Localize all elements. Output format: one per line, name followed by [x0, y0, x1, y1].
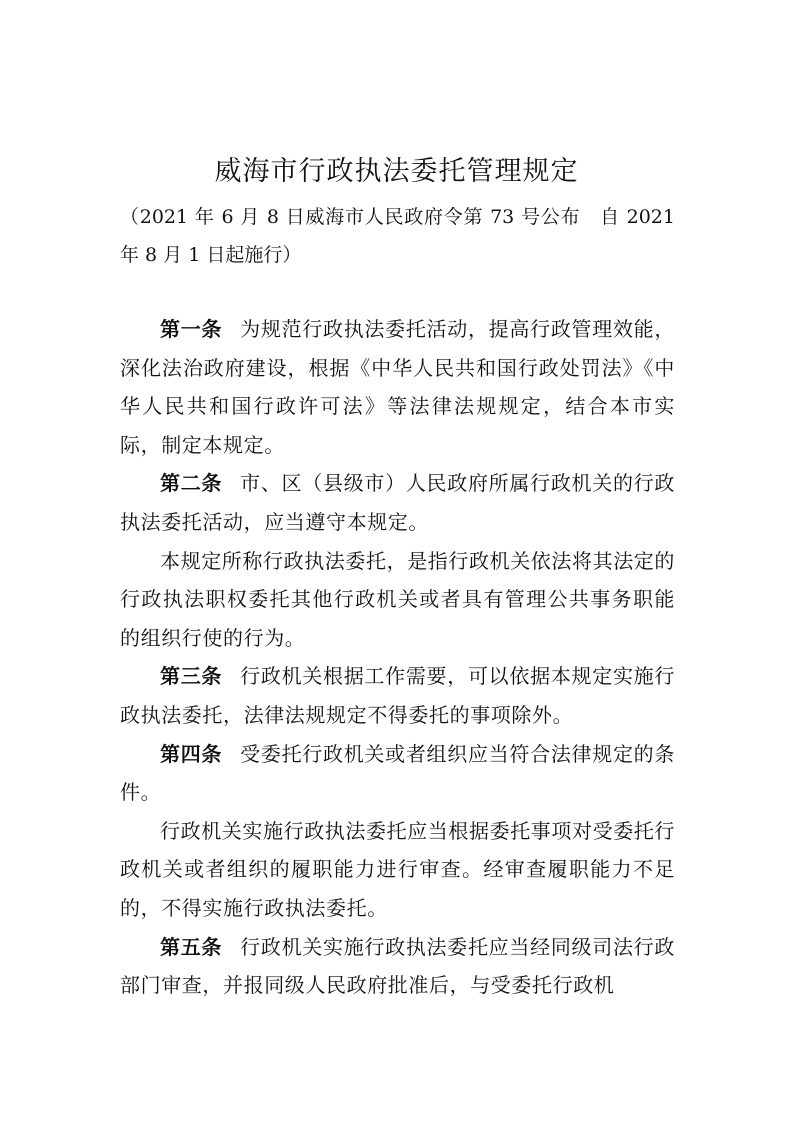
document-title: 威海市行政执法委托管理规定 [214, 156, 579, 187]
article-text: 为规范行政执法委托活动，提高行政管理效能，深化法治政府建设，根据《中华人民共和国行政处罚法》《中华人民共和国行政许可法》等法律法规规定，结合本市实际，制定本规定。 [120, 317, 675, 457]
article-label: 第五条 [160, 934, 223, 959]
document-body [120, 310, 675, 1005]
article-label: 第一条 [160, 317, 223, 341]
article-text: 本规定所称行政执法委托，是指行政机关依法将其法定的行政执法职权委托其他行政机关或者具有管理公共事务职能的组织行使的行为。 [120, 548, 675, 650]
article-text: 行政机关根据工作需要，可以依据本规定实施行政执法委托，法律法规规定不得委托的事项除外。 [120, 664, 675, 727]
article-text: 市、区（县级市）人民政府所属行政机关的行政执法委托活动，应当遵守本规定。 [120, 471, 675, 534]
article-3 [120, 657, 675, 734]
document-subtitle: （2021 年 6 月 8 日威海市人民政府令第 73 号公布 自 2021 年 8 月 1 日起施行） [120, 206, 675, 266]
article-label: 第四条 [160, 741, 223, 766]
article-2-paragraph-2 [120, 542, 675, 658]
article-1 [120, 310, 675, 464]
article-text: 行政机关实施行政执法委托应当经同级司法行政部门审查，并报同级人民政府批准后，与受委托行政机 [120, 934, 675, 998]
article-text: 行政机关实施行政执法委托应当根据委托事项对受委托行政机关或者组织的履职能力进行审查。经审查履职能力不足的，不得实施行政执法委托。 [120, 818, 675, 920]
article-5 [120, 928, 675, 1005]
article-4-paragraph-2 [120, 812, 675, 928]
article-label: 第二条 [160, 471, 223, 496]
article-2 [120, 464, 675, 541]
article-label: 第三条 [160, 664, 223, 689]
article-4 [120, 735, 675, 812]
article-text: 受委托行政机关或者组织应当符合法律规定的条件。 [120, 741, 675, 805]
